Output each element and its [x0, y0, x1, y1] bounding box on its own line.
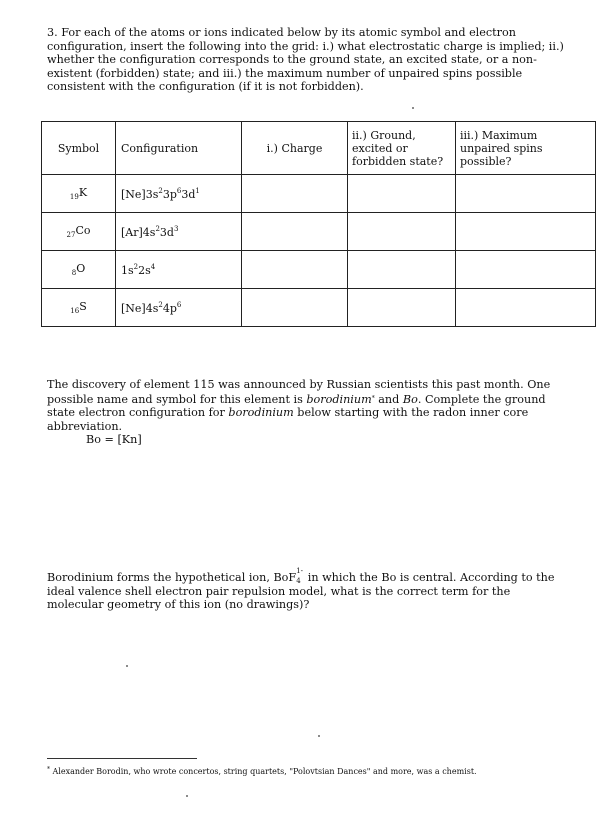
electron-configuration-cell: $[Ne]3s^23p^63d^1$: [116, 175, 242, 213]
charge-answer-cell[interactable]: [242, 289, 348, 327]
state-answer-cell[interactable]: [348, 251, 456, 289]
atomic-symbol-cell: $_{16}$S: [42, 289, 116, 327]
bo-configuration-line: Bo = [Kn]: [86, 433, 142, 446]
element-115-paragraph: The discovery of element 115 was announced by Russian scientists this past month. One possible name and symbol for this element is borodinium* and Bo. Complete the ground state electron configuration for borodinium below starting with the radon inner core abbreviation.: [47, 378, 551, 433]
electron-configuration-cell: $[Ne]4s^24p^6$: [116, 289, 242, 327]
bo-symbol: Bo: [402, 392, 418, 406]
footnote-divider: [47, 758, 197, 759]
grid-header-row: [42, 122, 596, 175]
scan-speck: [412, 107, 414, 109]
header-max-line-3: possible?: [460, 154, 512, 168]
charge-answer-cell[interactable]: [242, 213, 348, 251]
electron-configuration-cell: $1s^22s^4$: [116, 251, 242, 289]
grid-row: [42, 251, 596, 289]
grid-row: [42, 213, 596, 251]
state-answer-cell[interactable]: [348, 213, 456, 251]
scan-speck: [126, 665, 128, 667]
header-symbol: Symbol: [42, 122, 116, 175]
header-ground-line-1: ii.) Ground,: [352, 128, 416, 142]
header-ground-line-3: forbidden state?: [352, 154, 444, 168]
header-max-line-1: iii.) Maximum: [460, 128, 538, 142]
unpaired-spins-answer-cell[interactable]: [456, 213, 596, 251]
scan-speck: [318, 735, 320, 737]
atomic-symbol-cell: $_{19}$K: [42, 175, 116, 213]
unpaired-spins-answer-cell[interactable]: [456, 251, 596, 289]
unpaired-spins-answer-cell[interactable]: [456, 175, 596, 213]
header-max-unpaired: [456, 122, 596, 175]
header-max-line-2: unpaired spins: [460, 141, 543, 155]
unpaired-spins-answer-cell[interactable]: [456, 289, 596, 327]
scan-speck: [186, 795, 188, 797]
electron-configuration-cell: $[Ar]4s^23d^3$: [116, 213, 242, 251]
footnote: * Alexander Borodin, who wrote concertos, string quartets, "Polovtsian Dances" and more, was a chemist.: [47, 766, 477, 776]
header-charge: i.) Charge: [242, 122, 348, 175]
charge-answer-cell[interactable]: [242, 251, 348, 289]
header-configuration: Configuration: [116, 122, 242, 175]
borodinium-name: borodinium: [306, 392, 372, 406]
grid-row: [42, 175, 596, 213]
atomic-symbol-cell: $_8$O: [42, 251, 116, 289]
charge-answer-cell[interactable]: [242, 175, 348, 213]
state-answer-cell[interactable]: [348, 289, 456, 327]
configuration-grid: [41, 121, 596, 327]
atomic-symbol-cell: $_{27}$Co: [42, 213, 116, 251]
question-3-text: 3. For each of the atoms or ions indicated below by its atomic symbol and electron configuration, insert the following into the grid: i.) what electrostatic charge is implied; ii.) whether the configuration corresponds to the ground state, an excited state, or a non-existent (forbidden) state; and iii.) the maximum number of unpaired spins possible consistent with the configuration (if it is not forbidden).: [47, 26, 564, 94]
header-ground-state: [348, 122, 456, 175]
grid-row: [42, 289, 596, 327]
geometry-question-paragraph: Borodinium forms the hypothetical ion, BoF 1- 4 in which the Bo is central. According to the ideal valence shell electron pair repulsion model, what is the correct term for the molecular geometry of this ion (no drawings)?: [47, 567, 555, 612]
state-answer-cell[interactable]: [348, 175, 456, 213]
header-ground-line-2: excited or: [352, 141, 408, 155]
